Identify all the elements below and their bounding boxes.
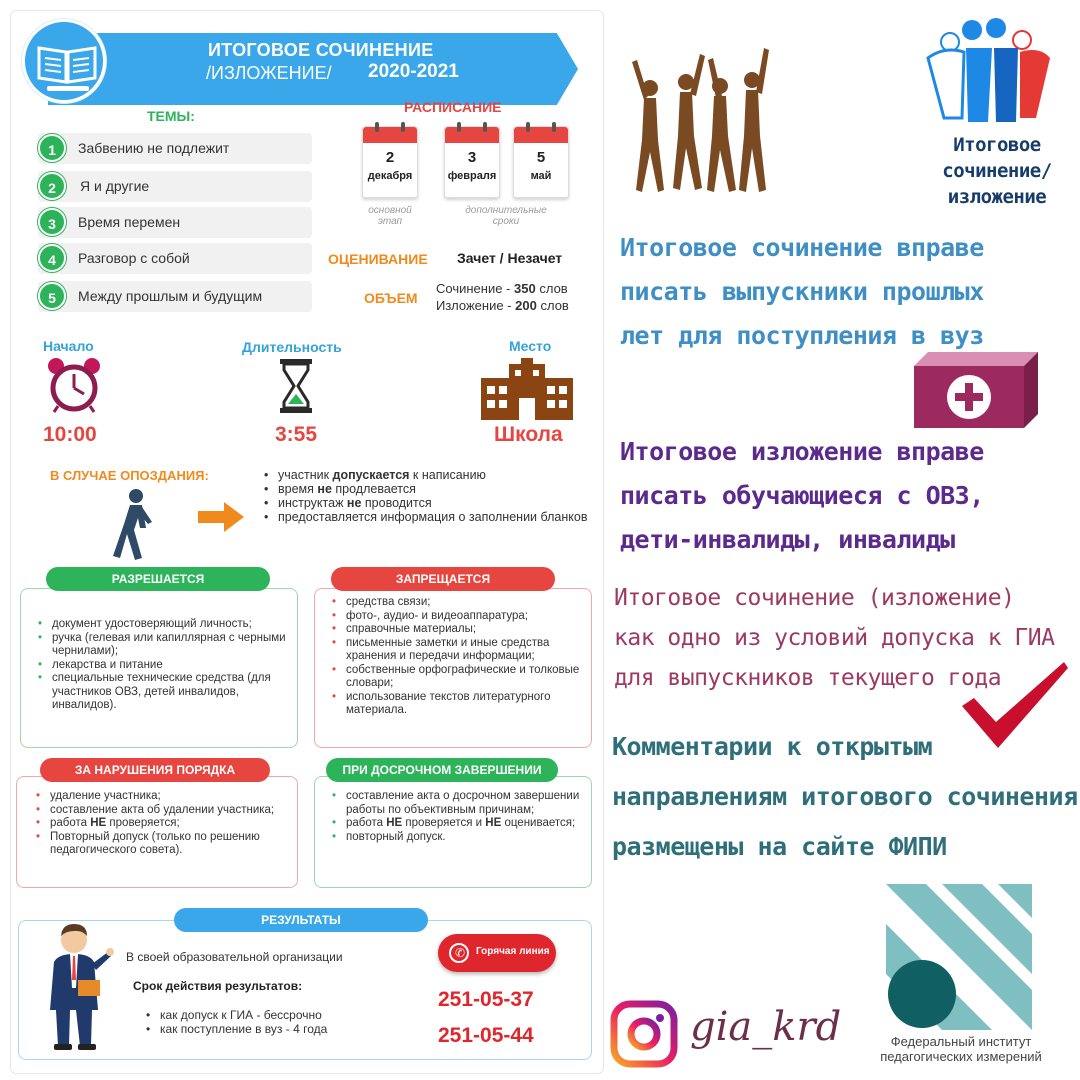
extra-dates-note: дополнительные сроки xyxy=(465,205,547,227)
topic-number: 5 xyxy=(38,282,66,310)
right-block-4-line: размещены на сайте ФИПИ xyxy=(612,832,947,861)
right-block-3-line: как одно из условий допуска к ГИА xyxy=(614,625,1055,651)
right-block-1-line: писать выпускники прошлых xyxy=(620,277,984,306)
fipi-name xyxy=(862,1034,1060,1064)
calendar-date xyxy=(362,126,418,198)
early-pill: ПРИ ДОСРОЧНОМ ЗАВЕРШЕНИИ xyxy=(326,758,558,782)
header-years: 2020-2021 xyxy=(368,61,459,82)
topic-label: Я и другие xyxy=(80,178,150,194)
volume-summary: Изложение - 200 слов xyxy=(436,298,569,313)
phone-number-1: 251-05-37 xyxy=(438,988,534,1011)
allowed-item: • специальные технические средства (для участников ОВЗ, детей инвалидов, инвалидов). xyxy=(38,672,296,713)
late-rule: • инструктаж не проводится xyxy=(264,496,594,510)
calendar-day: 2 xyxy=(385,149,395,166)
forbidden-item: • фото-, аудио- и видеоаппаратура; xyxy=(332,610,587,624)
allowed-item: • документ удостоверяющий личность; xyxy=(38,618,296,632)
right-block-4-line: Комментарии к открытым xyxy=(612,732,933,761)
forbidden-item: • использование текстов литературного материала. xyxy=(332,691,587,718)
calendar-date xyxy=(444,126,500,198)
logo-caption: Итоговое сочинение/ изложение xyxy=(942,134,1052,208)
validity-item: • как поступление в вуз - 4 года xyxy=(146,1022,426,1036)
businessman-icon xyxy=(44,918,114,1057)
violation-pill: ЗА НАРУШЕНИЯ ПОРЯДКА xyxy=(40,758,270,782)
calendar-date xyxy=(513,126,569,198)
right-block-3-line: Итоговое сочинение (изложение) xyxy=(614,585,1015,611)
early-item: • составление акта о досрочном завершении работы по объективным причинам; xyxy=(332,790,587,817)
fipi-name-line: Федеральный институт xyxy=(890,1034,1032,1049)
late-title: В СЛУЧАЕ ОПОЗДАНИЯ: xyxy=(50,468,209,483)
fipi-logo xyxy=(886,884,1032,1035)
instagram-icon[interactable] xyxy=(610,1000,678,1073)
header-title-line2: /ИЗЛОЖЕНИЕ/ xyxy=(206,63,332,83)
calendar-month: май xyxy=(530,170,552,182)
place-value: Школа xyxy=(494,423,563,446)
right-block-2-line: Итоговое изложение вправе xyxy=(620,437,984,466)
forbidden-item: • справочные материалы; xyxy=(332,623,587,637)
calendar-day: 5 xyxy=(536,149,546,166)
start-label: Начало xyxy=(43,338,94,354)
right-block-1-line: лет для поступления в вуз xyxy=(620,321,984,350)
right-block-4 xyxy=(612,722,1078,872)
topic-item xyxy=(38,281,312,312)
topic-label: Между прошлым и будущим xyxy=(78,288,263,304)
volume-label: ОБЪЕМ xyxy=(364,290,418,306)
header-book-badge xyxy=(22,19,106,103)
results-org: В своей образовательной организации xyxy=(126,950,343,964)
dancing-people-illustration xyxy=(628,40,772,205)
late-rule: • участник допускается к написанию xyxy=(264,468,594,482)
early-item: • работа НЕ проверяется и НЕ оценивается; xyxy=(332,817,587,831)
calendar-month: декабря xyxy=(367,170,413,182)
volume-essay: Сочинение - 350 слов xyxy=(436,281,568,296)
late-rules-list xyxy=(264,468,594,524)
results-validity-list xyxy=(146,1008,426,1036)
hourglass-icon xyxy=(279,358,313,419)
topics-title: ТЕМЫ: xyxy=(147,108,195,124)
forbidden-pill: ЗАПРЕЩАЕТСЯ xyxy=(331,567,555,591)
fipi-name-line: педагогических измерений xyxy=(880,1049,1042,1064)
forbidden-item: • средства связи; xyxy=(332,596,587,610)
topic-number: 2 xyxy=(38,172,66,200)
topic-item xyxy=(38,243,312,274)
schedule-title: РАСПИСАНИЕ xyxy=(404,99,502,115)
start-value: 10:00 xyxy=(43,423,97,446)
grading-label: ОЦЕНИВАНИЕ xyxy=(328,251,428,267)
allowed-item: • ручка (гелевая или капиллярная с черными чернилами); xyxy=(38,632,296,659)
violation-item: • Повторный допуск (только по решению педагогического совета). xyxy=(36,831,294,858)
duration-value: 3:55 xyxy=(275,423,318,446)
allowed-pill: РАЗРЕШАЕТСЯ xyxy=(46,567,270,591)
first-aid-kit-icon xyxy=(914,352,1038,433)
duration-label: Длительность xyxy=(242,339,342,355)
violation-item: • составление акта об удалении участника; xyxy=(36,804,294,818)
allowed-item: • лекарства и питание xyxy=(38,659,296,673)
violation-item: • удаление участника; xyxy=(36,790,294,804)
right-block-2-line: дети-инвалиды, инвалиды xyxy=(620,525,955,554)
calendar-day: 3 xyxy=(467,149,477,166)
exam-logo xyxy=(924,18,1054,133)
phone-icon-handset: ✆ xyxy=(455,946,466,960)
allowed-list xyxy=(38,618,296,713)
arrow-right-icon xyxy=(198,502,244,537)
topic-label: Разговор с собой xyxy=(78,250,190,266)
topic-number: 3 xyxy=(38,208,66,236)
right-block-1 xyxy=(620,226,984,358)
forbidden-item: • письменные заметки и иные средства хранения и передачи информации; xyxy=(332,637,587,664)
early-item: • повторный допуск. xyxy=(332,831,587,845)
school-building-icon xyxy=(481,358,573,425)
right-block-4-line: направлениям итогового сочинения xyxy=(612,782,1078,811)
violation-list xyxy=(36,790,294,858)
alarm-clock-icon xyxy=(46,356,102,419)
instagram-handle[interactable]: gia_krd xyxy=(690,1004,842,1050)
late-rule: • время не продлевается xyxy=(264,482,594,496)
place-label: Место xyxy=(509,338,552,354)
phone-number-2: 251-05-44 xyxy=(438,1024,534,1047)
forbidden-item: • собственные орфографические и толковые словари; xyxy=(332,664,587,691)
topic-item xyxy=(38,133,312,164)
results-pill: РЕЗУЛЬТАТЫ xyxy=(174,908,428,932)
topic-label: Время перемен xyxy=(78,214,181,230)
topic-number: 1 xyxy=(38,134,66,162)
topic-item xyxy=(38,207,312,238)
grading-value: Зачет / Незачет xyxy=(457,250,563,266)
calendar-month: февраля xyxy=(447,170,497,182)
hotline-button[interactable] xyxy=(438,934,556,972)
topic-number: 4 xyxy=(38,244,66,272)
right-block-1-line: Итоговое сочинение вправе xyxy=(620,233,984,262)
topic-label: Забвению не подлежит xyxy=(78,140,230,156)
hotline-label: Горячая линия xyxy=(476,946,550,957)
results-validity-title: Срок действия результатов: xyxy=(133,979,303,993)
right-block-2-line: писать обучающиеся с ОВЗ, xyxy=(620,481,984,510)
late-rule: • предоставляется информация о заполнении бланков xyxy=(264,510,594,524)
early-list xyxy=(332,790,587,844)
right-block-2 xyxy=(620,430,984,562)
forbidden-list xyxy=(332,596,587,718)
walking-person-icon xyxy=(112,488,156,567)
topic-item xyxy=(38,171,312,202)
main-stage-note: основной этап xyxy=(368,205,412,227)
book-icon xyxy=(25,22,109,106)
header-title-line1: ИТОГОВОЕ СОЧИНЕНИЕ xyxy=(208,40,434,60)
violation-item: • работа НЕ проверяется; xyxy=(36,817,294,831)
right-block-3-line: для выпускников текущего года xyxy=(614,665,1002,691)
validity-item: • как допуск к ГИА - бессрочно xyxy=(146,1008,426,1022)
